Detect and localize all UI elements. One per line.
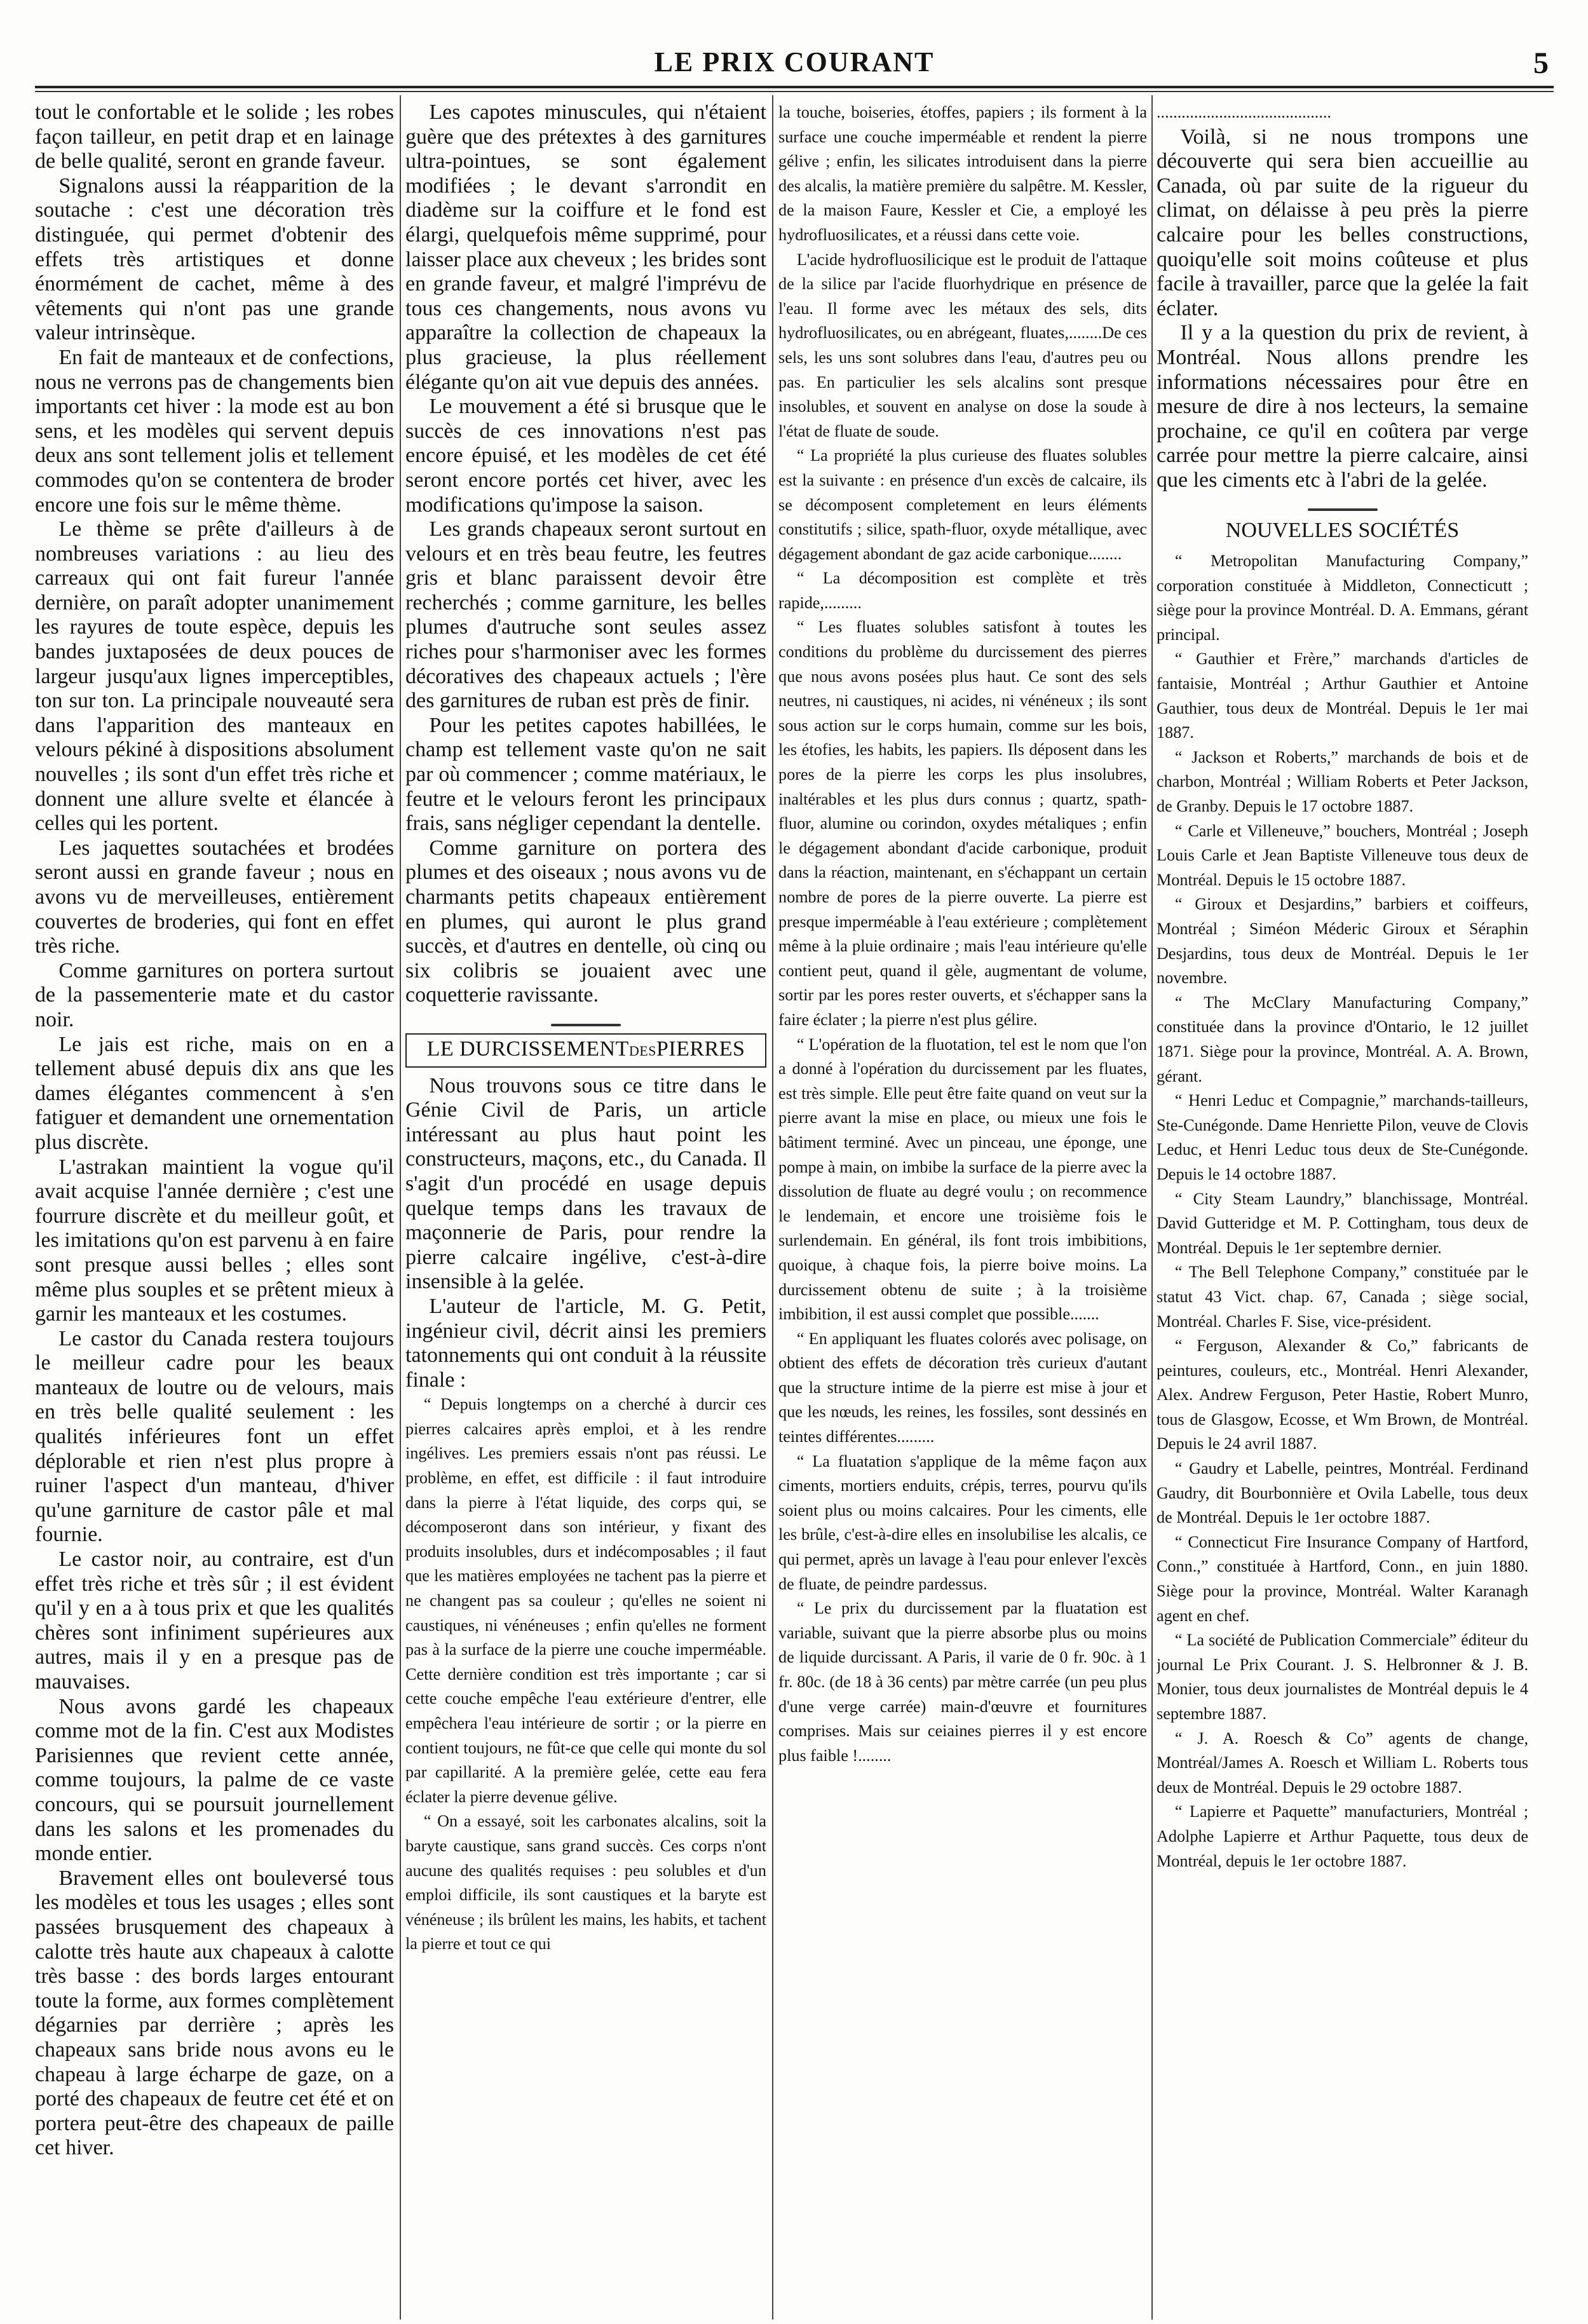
paragraph: L'auteur de l'article, M. G. Petit, ingénieur civil, décrit ainsi les premiers tatonnements qui ont conduit à la réussite finale : [405,1294,766,1392]
header-rule-thin [35,91,1554,92]
paragraph: la touche, boiseries, étoffes, papiers ; ils forment à la surface une couche imperméable et rendent la pierre gélive ; enfin, les silicates introduisent dans la pierre des alcalis, la matière première du salpêtre. M. Kessler, de la maison Faure, Kessler et Cie, a employé les hydrofluosilicates, et a réussi dans cette voie. [778,103,1147,244]
paragraph: Comme garnitures on portera surtout de la passementerie mate et du castor noir. [35,958,394,1031]
society-entry: “ City Steam Laundry,” blanchissage, Montréal. David Gutteridge et M. P. Cottingham, tous deux de Montréal. Depuis le 1er septembre dernier. [1157,1189,1528,1257]
ornament-divider [405,1012,766,1027]
heading-part: PIERRES [656,1036,745,1061]
column-divider [1151,95,1153,2320]
paragraph: Le thème se prête d'ailleurs à de nombreuses variations : au lieu des carreaux qui ont fait fureur l'année dernière, on paraît adopter unanimement les rayures de toute espèce, depuis les bandes juxtaposées de deux pouces de largeur jusqu'aux lignes imperceptibles, ton sur ton. La principale nouveauté sera dans l'apparition des manteaux en velours pékiné à dispositions absolument nouvelles ; ils sont d'un effet très riche et donnent une allure svelte et élancée à celles qui les portent. [35,517,394,836]
column-divider [400,95,401,2320]
paragraph: “ En appliquant les fluates colorés avec polisage, on obtient des effets de décoration très curieux d'autant que la structure intime de la pierre est mise à jour et que les nœuds, les reines, les fossiles, sont dessinés en teintes différentes......... [778,1329,1147,1446]
society-entry: “ The Bell Telephone Company,” constituée par le statut 43 Vict. chap. 67, Canada ; siège social, Montréal. Charles F. Sise, vice-président. [1157,1263,1528,1331]
paragraph: Nous trouvons sous ce titre dans le Génie Civil de Paris, un article intéressant au plus haut point les constructeurs, maçons, etc., du Canada. Il s'agit d'un procédé en usage depuis quelque temps dans les travaux de maçonnerie de Paris, pour rendre la pierre calcaire ingélive, c'est-à-dire insensible à la gelée. [405,1073,766,1294]
paragraph: tout le confortable et le solide ; les robes façon tailleur, en petit drap et en lainage de belle qualité, seront en grande faveur. [35,100,394,173]
paragraph: Nous avons gardé les chapeaux comme mot de la fin. C'est aux Modistes Parisiennes que revient cette année, comme toujours, la palme de ce vaste concours, qui se poursuit journellement dans les salons et les promenades du monde entier. [35,1694,394,1866]
society-entry: “ Carle et Villeneuve,” bouchers, Montréal ; Joseph Louis Carle et Jean Baptiste Villeneuve tous deux de Montréal. Depuis le 15 octobre 1887. [1157,821,1528,889]
column-3 [778,100,1147,2318]
paragraph: Voilà, si ne nous trompons une découverte qui sera bien accueillie au Canada, où par suite de la rigueur du climat, on délaisse à peu près la pierre calcaire pour les belles constructions, quoiqu'elle soit moins coûteuse et plus facile à travailler, parce que la gelée la fait éclater. [1157,125,1528,320]
paragraph: Comme garniture on portera des plumes et des oiseaux ; nous avons vu de charmants petits chapeaux entièrement en plumes, qui auront le plus grand succès, et d'autres en dentelle, où cinq ou six colibris se jouaient avec une coquetterie ravissante. [405,836,766,1007]
paragraph: L'astrakan maintient la vogue qu'il avait acquise l'année dernière ; c'est une fourrure discrète et du meilleur goût, et les imitations qu'on est parvenu à en faire sont presque aussi belles ; elles sont même plus souples et se prêtent mieux à garnir les manteaux et les costumes. [35,1155,394,1326]
society-entry: “ Metropolitan Manufacturing Company,” corporation constituée à Middleton, Connecticutt ; siège pour la province Montréal. D. A. Emmans, gérant principal. [1157,552,1528,644]
heading-part-small: DES [628,1042,656,1059]
column-1 [35,100,394,2318]
society-entry: “ Giroux et Desjardins,” barbiers et coiffeurs, Montréal ; Siméon Méderic Giroux et Séraphin Desjardins, tous deux de Montréal. Depuis le 1er novembre. [1157,895,1528,988]
ornament-divider [1157,497,1528,512]
paragraph: Bravement elles ont bouleversé tous les modèles et tous les usages ; elles sont passées brusquement des chapeaux à calotte très haute aux chapeaux à calotte très basse : des bords larges entourant toute la forme, aux formes complètement dégarnies par derrière ; après les chapeaux sans bride nous avons eu le chapeau à large écharpe de gaze, on a porté des chapeaux de feutre cet été et on portera peut-être des chapeaux de paille cet hiver. [35,1866,394,2160]
paragraph: “ Le prix du durcissement par la fluatation est variable, suivant que la pierre absorbe plus ou moins de liquide durcissant. A Paris, il varie de 0 fr. 90c. à 1 fr. 80c. (de 18 à 36 cents) par mètre carrée (un peu plus d'une verge carrée) main-d'œuvre et fournitures comprises. Mais sur ceiaines pierres il y est encore plus faible !........ [778,1599,1147,1765]
paragraph: Le mouvement a été si brusque que le succès de ces innovations n'est pas encore épuisé, et les modèles de cet été seront encore portés cet hiver, avec les modifications qu'impose la saison. [405,395,766,517]
paragraph: “ Depuis longtemps on a cherché à durcir ces pierres calcaires après emploi, et à les rendre ingélives. Les premiers essais n'ont pas réussi. Le problème, en effet, est difficile : il faut introduire dans la pierre à l'état liquide, des corps qui, se décomposeront dans son intérieur, y fixant des produits insolubles, durs et indécomposables ; il faut que les matières employées ne tachent pas la pierre et ne changent pas sa couleur ; qu'elles ne soient ni caustiques, ni vénéneuses ; enfin qu'elles ne forment pas à la surface de la pierre une couche imperméable. Cette dernière condition est très importante ; car si cette couche empêche l'eau extérieure d'entrer, elle empêchera l'eau intérieure de sortir ; or la pierre en contient toujours, ne fût-ce que celle qui monte du sol par capillarité. A la première gelée, cette eau fera éclater la pierre devenue gélive. [405,1395,766,1806]
society-entry: “ Lapierre et Paquette” manufacturiers, Montréal ; Adolphe Lapierre et Arthur Paquette, tous deux de Montréal, depuis le 1er octobre 1887. [1157,1802,1528,1870]
column-2 [405,100,766,2318]
column-divider [772,95,773,2320]
society-entry: “ Connecticut Fire Insurance Company of Hartford, Conn.,” constituée à Hartford, Conn., en juin 1880. Siège pour la province, Montréal. Walter Karanagh agent en chef. [1157,1532,1528,1625]
paragraph: Il y a la question du prix de revient, à Montréal. Nous allons prendre les informations nécessaires pour être en mesure de dire à nos lecteurs, la semaine prochaine, ce qu'il en coûtera par verge carrée pour mettre la pierre calcaire, ainsi que les ciments etc à l'abri de la gelée. [1157,321,1528,492]
paragraph: Pour les petites capotes habillées, le champ est tellement vaste qu'on ne sait par où commencer ; comme matériaux, le feutre et le velours feront les principaux frais, sans négliger cependant la dentelle. [405,713,766,836]
paragraph: Signalons aussi la réapparition de la soutache : c'est une décoration très distinguée, qui permet d'obtenir des effets très artistiques et donne énormément de cachet, même à des vêtements qui n'ont pas une grande valeur intrinsèque. [35,173,394,345]
society-entry: “ J. A. Roesch & Co” agents de change, Montréal/James A. Roesch et William L. Roberts tous deux de Montréal. Depuis le 29 octobre 1887. [1157,1729,1528,1797]
paragraph: Le jais est riche, mais on en a tellement abusé depuis dix ans que les dames élégantes commencent à s'en fatiguer et demandent une ornementation plus discrète. [35,1032,394,1154]
header-rule [35,86,1554,88]
society-entry: “ Jackson et Roberts,” marchands de bois et de charbon, Montréal ; William Roberts et Peter Jackson, de Granby. Depuis le 17 octobre 1887. [1157,747,1528,816]
paragraph: Les capotes minuscules, qui n'étaient guère que des prétextes à des garnitures ultra-pointues, se sont également modifiées ; le devant s'arrondit en diadème sur la coiffure et le fond est élargi, quelquefois même supprimé, pour laisser place aux cheveux ; les brides sont en grande faveur, et malgré l'imprévu de tous ces changements, nous avons vu apparaître la collection de chapeaux la plus gracieuse, la plus réellement élégante qu'on ait vue depuis des années. [405,100,766,394]
paragraph: Les jaquettes soutachées et brodées seront aussi en grande faveur ; nous en avons vu de merveilleuses, entièrement couvertes de broderies, qui font en effet très riche. [35,836,394,958]
dotted-leader: .......................................... [1157,103,1331,121]
page-number: 5 [1533,46,1549,80]
paragraph: “ On a essayé, soit les carbonates alcalins, soit la baryte caustique, sans grand succès. Ces corps n'ont aucune des qualités requises : peu solubles et d'un emploi difficile, ils sont caustiques et la baryte est vénéneuse ; ils brûlent les mains, les habits, et tachent la pierre et tout ce qui [405,1812,766,1954]
page-header [35,46,1554,85]
society-entry: “ Gaudry et Labelle, peintres, Montréal. Ferdinand Gaudry, dit Bourbonnière et Ovila Labelle, tous deux de Montréal. Depuis le 1er octobre 1887. [1157,1459,1528,1527]
paragraph: “ La décomposition est complète et très rapide,......... [778,569,1147,612]
paragraph: En fait de manteaux et de confections, nous ne verrons pas de changements bien importants cet hiver : la mode est au bon sens, et les modèles qui servent depuis deux ans sont tellement jolis et tellement commodes qu'on se contentera de broder encore une fois sur le même thème. [35,345,394,517]
paragraph: “ La propriété la plus curieuse des fluates solubles est la suivante : en présence d'un excès de calcaire, ils se décomposent completement en leurs éléments constitutifs ; silice, spath-fluor, oxyde métallique, avec dégagement abondant de gaz acide carbonique........ [778,446,1147,563]
society-entry: “ Gauthier et Frère,” marchands d'articles de fantaisie, Montréal ; Arthur Gauthier et Antoine Gauthier, tous deux de Montréal. Depuis le 1er mai 1887. [1157,649,1528,742]
society-entry: “ Henri Leduc et Compagnie,” marchands-tailleurs, Ste-Cunégonde. Dame Henriette Pilon, veuve de Clovis Leduc, et Henri Leduc tous deux de Ste-Cunégonde. Depuis le 14 octobre 1887. [1157,1091,1528,1183]
paragraph: Les grands chapeaux seront surtout en velours et en très beau feutre, les feutres gris et blanc paraissent devoir être recherchés ; comme garniture, les belles plumes d'autruche sont seules assez riches pour s'harmoniser avec les formes décoratives des chapeaux actuels ; l'ère des garnitures de ruban est près de finir. [405,517,766,713]
society-entry: “ La société de Publication Commerciale” éditeur du journal Le Prix Courant. J. S. Helbronner & J. B. Monier, tous deux journalistes de Montréal depuis le 4 septembre 1887. [1157,1631,1528,1723]
society-entry: “ The McClary Manufacturing Company,” constituée dans la province d'Ontario, le 12 juillet 1871. Siège pour la province, Montréal. A. A. Brown, gérant. [1157,993,1528,1085]
paragraph: Le castor noir, au contraire, est d'un effet très riche et très sûr ; il est évident qu'il y en a à tous prix et que les qualités chères sont infiniment supérieures aux autres, mais il y en a presque pas de mauvaises. [35,1547,394,1694]
article-heading [405,1033,766,1068]
quoted-excerpt [405,1392,766,1957]
paragraph: L'acide hydrofluosilicique est le produit de l'attaque de la silice par l'acide fluorhydrique en présence de l'eau. Il forme avec les métaux des sels, dits hydrofluosilicates, ou en abrégeant, fluates,........De ces sels, les uns sont solubres dans l'eau, d'autres peu ou pas. En particulier les sels alcalins sont presque insolubles, et souvent en analyse on dose la soude à l'état de fluate de soude. [778,250,1147,440]
newspaper-title: LE PRIX COURANT [654,46,935,78]
heading-part: LE DURCISSEMENT [426,1036,629,1061]
section-heading: NOUVELLES SOCIÉTÉS [1225,518,1460,542]
society-entry: “ Ferguson, Alexander & Co,” fabricants de peintures, couleurs, etc., Montréal. Henri Alexander, Alex. Andrew Ferguson, Peter Hastie, Robert Munro, tous de Glasgow, Ecosse, et Wm Brown, de Montréal. Depuis le 24 avril 1887. [1157,1336,1528,1453]
paragraph: Le castor du Canada restera toujours le meilleur cadre pour les beaux manteaux de loutre ou de velours, mais en très belle qualité seulement : les qualités inférieures font un effet déplorable et rien n'est plus propre à ruiner l'aspect d'un manteau, d'hiver qu'une garniture de castor pâle et mal fournie. [35,1326,394,1547]
paragraph: “ Les fluates solubles satisfont à toutes les conditions du problème du durcissement des pierres que nous avons posées plus haut. Ce sont des sels neutres, ni caustiques, ni acides, ni vénéneux ; ils sont sous action sur le corps humain, comme sur les bois, les étofies, les habits, les papiers. Ils déposent dans les pores de la pierre les corps les plus insolubres, inaltérables et les plus durs connus ; quartz, spath-fluor, alumine ou corindon, oxydes métaliques ; enfin le dégagement abondant d'acide carbonique, produit dans la réaction, maintenant, en s'échappant un certain nombre de pores de la pierre ouverte. La pierre est presque imperméable à l'eau extérieure ; complètement même à la pluie ordinaire ; mais l'eau intérieure qu'elle contient peut, quand il gèle, augmentant de volume, sortir par les pores rester ouverts, et s'échapper sans la faire éclater ; la pierre n'est plus gélire. [778,618,1147,1029]
paragraph: “ La fluatation s'applique de la même façon aux ciments, mortiers enduits, crépis, terres, pourvu qu'ils soient plus ou moins calcaires. Pour les ciments, elle les brûle, c'est-à-dire elles en insolubilise les alcalis, ce qui permet, après un lavage à l'eau pour enlever l'excès de fluate, de peindre pardessus. [778,1451,1147,1593]
paragraph: “ L'opération de la fluotation, tel est le nom que l'on a donné à l'opération du durcissement par les fluates, est très simple. Elle peut être faite quand on veut sur la pierre avant la mise en place, ou mieux une fois le bâtiment terminé. Avec un pinceau, une éponge, une pompe à main, on imbibe la surface de la pierre avec la dissolution de fluate au degré voulu ; on recommence le lendemain, et encore une troisième fois le surlendemain. En général, ils font trois imbibitions, quoique, à chaque fois, la pierre boive moins. La durcissement obtenu de suite ; à la troisième imbibition, il est aussi complet que possible....... [778,1035,1147,1324]
column-4 [1157,100,1528,2318]
